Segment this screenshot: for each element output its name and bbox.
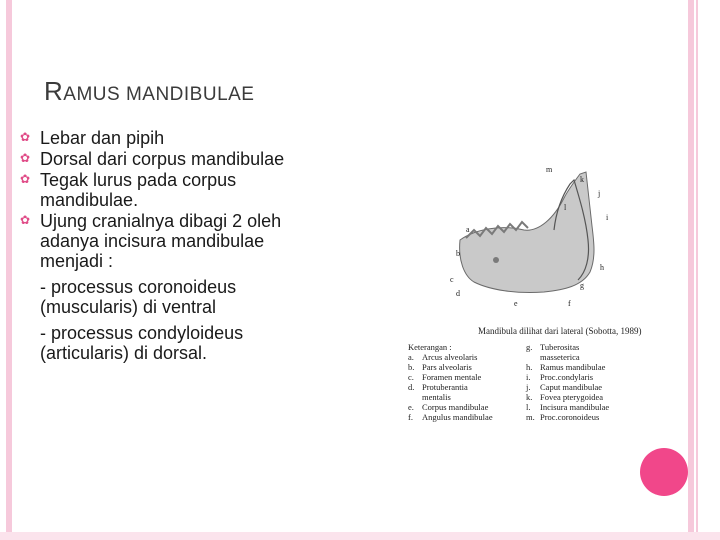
bullet-icon: ✿ [20,130,31,144]
legend-item: g. Tuberositas [526,342,580,352]
legend-item: k. Fovea pterygoidea [526,392,604,402]
slide-title [44,76,254,107]
legend-item: b. Pars alveolaris [408,362,472,372]
mandible-figure [404,160,644,442]
figure-label: f [568,299,571,308]
right-decorative-rule [688,0,694,540]
bullet-text: Ujung cranialnya dibagi 2 oleh adanya incisura mandibulae menjadi : [40,211,282,271]
top-margin [0,0,720,8]
decorative-pink-circle [640,448,688,496]
sub-item: - processus condyloideus (articularis) di dorsal. [40,323,244,363]
bullet-text: Tegak lurus pada corpus mandibulae. [40,170,237,210]
legend-item: h. Ramus mandibulae [526,362,606,372]
figure-legend [408,342,644,422]
right-decorative-thin-rule [696,0,698,540]
bullet-item [20,149,320,169]
bullet-list [20,128,320,364]
left-decorative-rule [6,0,12,540]
legend-item: d. Protuberantia [408,382,468,392]
figure-label: h [600,263,604,272]
bullet-item [20,128,320,148]
bullet-icon: ✿ [20,213,31,227]
legend-item: c. Foramen mentale [408,372,482,382]
figure-label: g [580,281,584,290]
legend-item: a. Arcus alveolaris [408,352,478,362]
legend-item: masseterica [540,352,580,362]
legend-item: l. Incisura mandibulae [526,402,610,412]
bullet-icon: ✿ [20,151,31,165]
figure-label: m [546,165,553,174]
title-rest: AMUS MANDIBULAE [63,84,255,105]
legend-item: mentalis [422,392,451,402]
figure-caption: Mandibula dilihat dari lateral (Sobotta, 1989) [478,326,642,336]
figure-label: i [606,213,609,222]
figure-label: e [514,299,518,308]
bullet-item [20,170,320,210]
sub-item: - processus coronoideus (muscularis) di ventral [40,277,237,317]
figure-label: k [580,175,584,184]
legend-item: f. Angulus mandibulae [408,412,493,422]
bullet-item [20,211,320,363]
title-initial: R [44,76,64,106]
bullet-icon: ✿ [20,172,31,186]
figure-label: b [456,249,460,258]
bullet-text: Lebar dan pipih [40,128,165,148]
bullet-text: Dorsal dari corpus mandibulae [40,149,285,169]
legend-item: m. Proc.coronoideus [526,412,600,422]
figure-label: a [466,225,470,234]
figure-label: l [564,203,567,212]
legend-item: e. Corpus mandibulae [408,402,489,412]
legend-item: j. Caput mandibulae [526,382,603,392]
legend-title: Keterangan : [408,342,452,352]
figure-label: d [456,289,460,298]
figure-label: c [450,275,454,284]
bottom-decorative-band [0,532,720,540]
legend-item: i. Proc.condylaris [526,372,594,382]
foramen-mentale-marker [493,257,499,263]
figure-label: j [598,189,601,198]
mandible-illustration [404,160,644,310]
